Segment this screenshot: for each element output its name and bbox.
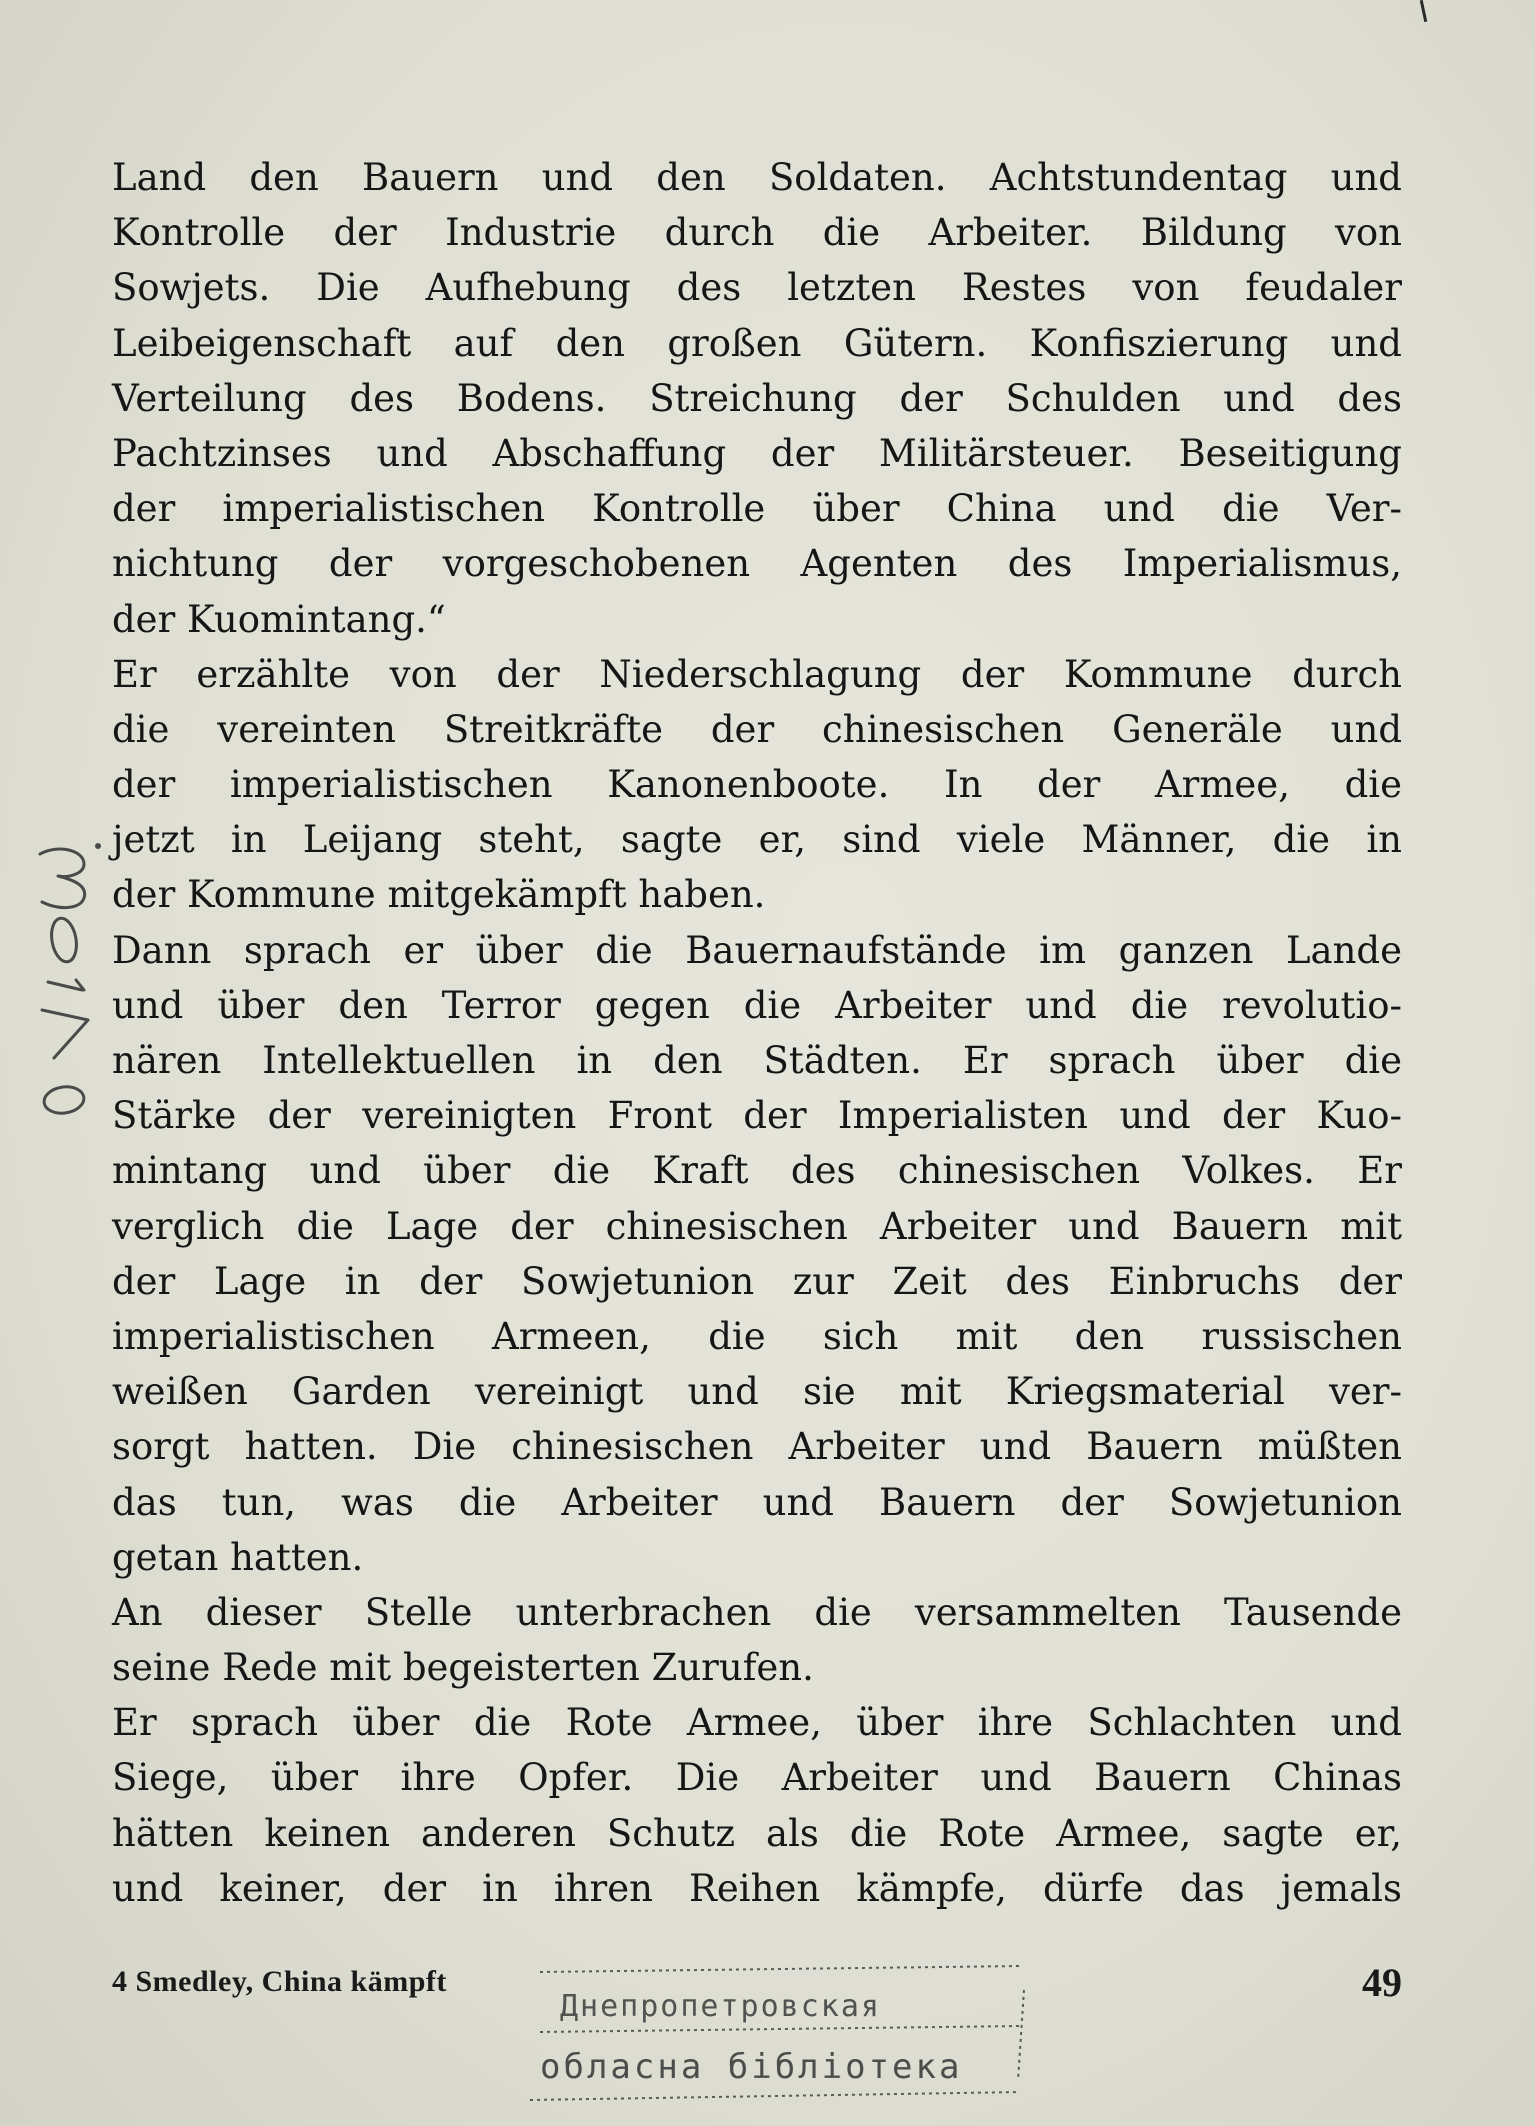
text-line: und über den Terror gegen die Arbeiter und die revolutio- (112, 983, 1402, 1027)
stamp-line-1: Днепропетровская (560, 1989, 881, 2024)
text-line: der imperialistischen Kanonenboote. In der Armee, die (112, 763, 1402, 807)
text-line: imperialistischen Armeen, die sich mit den russischen (112, 1314, 1402, 1358)
text-line: Verteilung des Bodens. Streichung der Schulden und des (112, 376, 1402, 420)
text-line: der Lage in der Sowjetunion zur Zeit des Einbruchs der (112, 1259, 1402, 1303)
paragraph-5 (112, 1695, 1402, 1916)
text-line: der Kuomintang.“ (112, 597, 446, 641)
text-line: weißen Garden vereinigt und sie mit Kriegsmaterial ver- (112, 1370, 1402, 1414)
handwritten-inventory-number (18, 840, 108, 1140)
text-line: hätten keinen anderen Schutz als die Rote Armee, sagte er, (112, 1811, 1402, 1855)
text-line: jetzt in Leijang steht, sagte er, sind viele Männer, die in (112, 818, 1402, 862)
corner-mark (1420, 0, 1428, 22)
text-line: seine Rede mit begeisterten Zurufen. (112, 1646, 814, 1690)
text-line: Er erzählte von der Niederschlagung der Kommune durch (112, 652, 1402, 696)
text-line: Er sprach über die Rote Armee, über ihre Schlachten und (112, 1701, 1402, 1745)
text-line: nichtung der vorgeschobenen Agenten des Imperialismus, (112, 542, 1402, 586)
stamp-line-2: обласна бiблiотека (540, 2047, 963, 2087)
text-line: die vereinten Streitkräfte der chinesischen Generäle und (112, 707, 1402, 751)
page-number: 49 (1362, 1960, 1402, 2005)
paragraph-4 (112, 1585, 1402, 1695)
text-line: verglich die Lage der chinesischen Arbeiter und Bauern mit (112, 1204, 1402, 1248)
text-line: Kontrolle der Industrie durch die Arbeiter. Bildung von (112, 211, 1402, 255)
text-line: der Kommune mitgekämpft haben. (112, 873, 766, 917)
running-foot: 4 Smedley, China kämpft (112, 1965, 447, 1998)
text-line: Dann sprach er über die Bauernaufstände im ganzen Lande (112, 928, 1402, 972)
paragraph-1 (112, 150, 1402, 647)
text-line: Stärke der vereinigten Front der Imperialisten und der Kuo- (112, 1094, 1402, 1138)
text-line: Sowjets. Die Aufhebung des letzten Restes von feudaler (112, 266, 1402, 310)
text-line: Land den Bauern und den Soldaten. Achtstundentag und (112, 156, 1402, 199)
text-line: und keiner, der in ihren Reihen kämpfe, dürfe das jemals (112, 1866, 1402, 1910)
text-line: getan hatten. (112, 1535, 364, 1579)
page-footer (112, 1960, 1402, 2025)
text-line: sorgt hatten. Die chinesischen Arbeiter und Bauern müßten (112, 1425, 1402, 1469)
text-line: Leibeigenschaft auf den großen Gütern. Konfiszierung und (112, 321, 1402, 365)
text-line: Pachtzinses und Abschaffung der Militärsteuer. Beseitigung (112, 431, 1402, 475)
body-text (112, 150, 1402, 1916)
paragraph-3 (112, 923, 1402, 1585)
paragraph-2 (112, 647, 1402, 923)
text-line: Siege, über ihre Opfer. Die Arbeiter und Bauern Chinas (112, 1756, 1402, 1800)
text-line: mintang und über die Kraft des chinesischen Volkes. Er (112, 1149, 1402, 1193)
text-line: das tun, was die Arbeiter und Bauern der Sowjetunion (112, 1480, 1402, 1524)
text-line: der imperialistischen Kontrolle über China und die Ver- (112, 487, 1402, 531)
text-line: nären Intellektuellen in den Städten. Er sprach über die (112, 1039, 1402, 1082)
text-line: An dieser Stelle unterbrachen die versammelten Tausende (112, 1590, 1402, 1634)
